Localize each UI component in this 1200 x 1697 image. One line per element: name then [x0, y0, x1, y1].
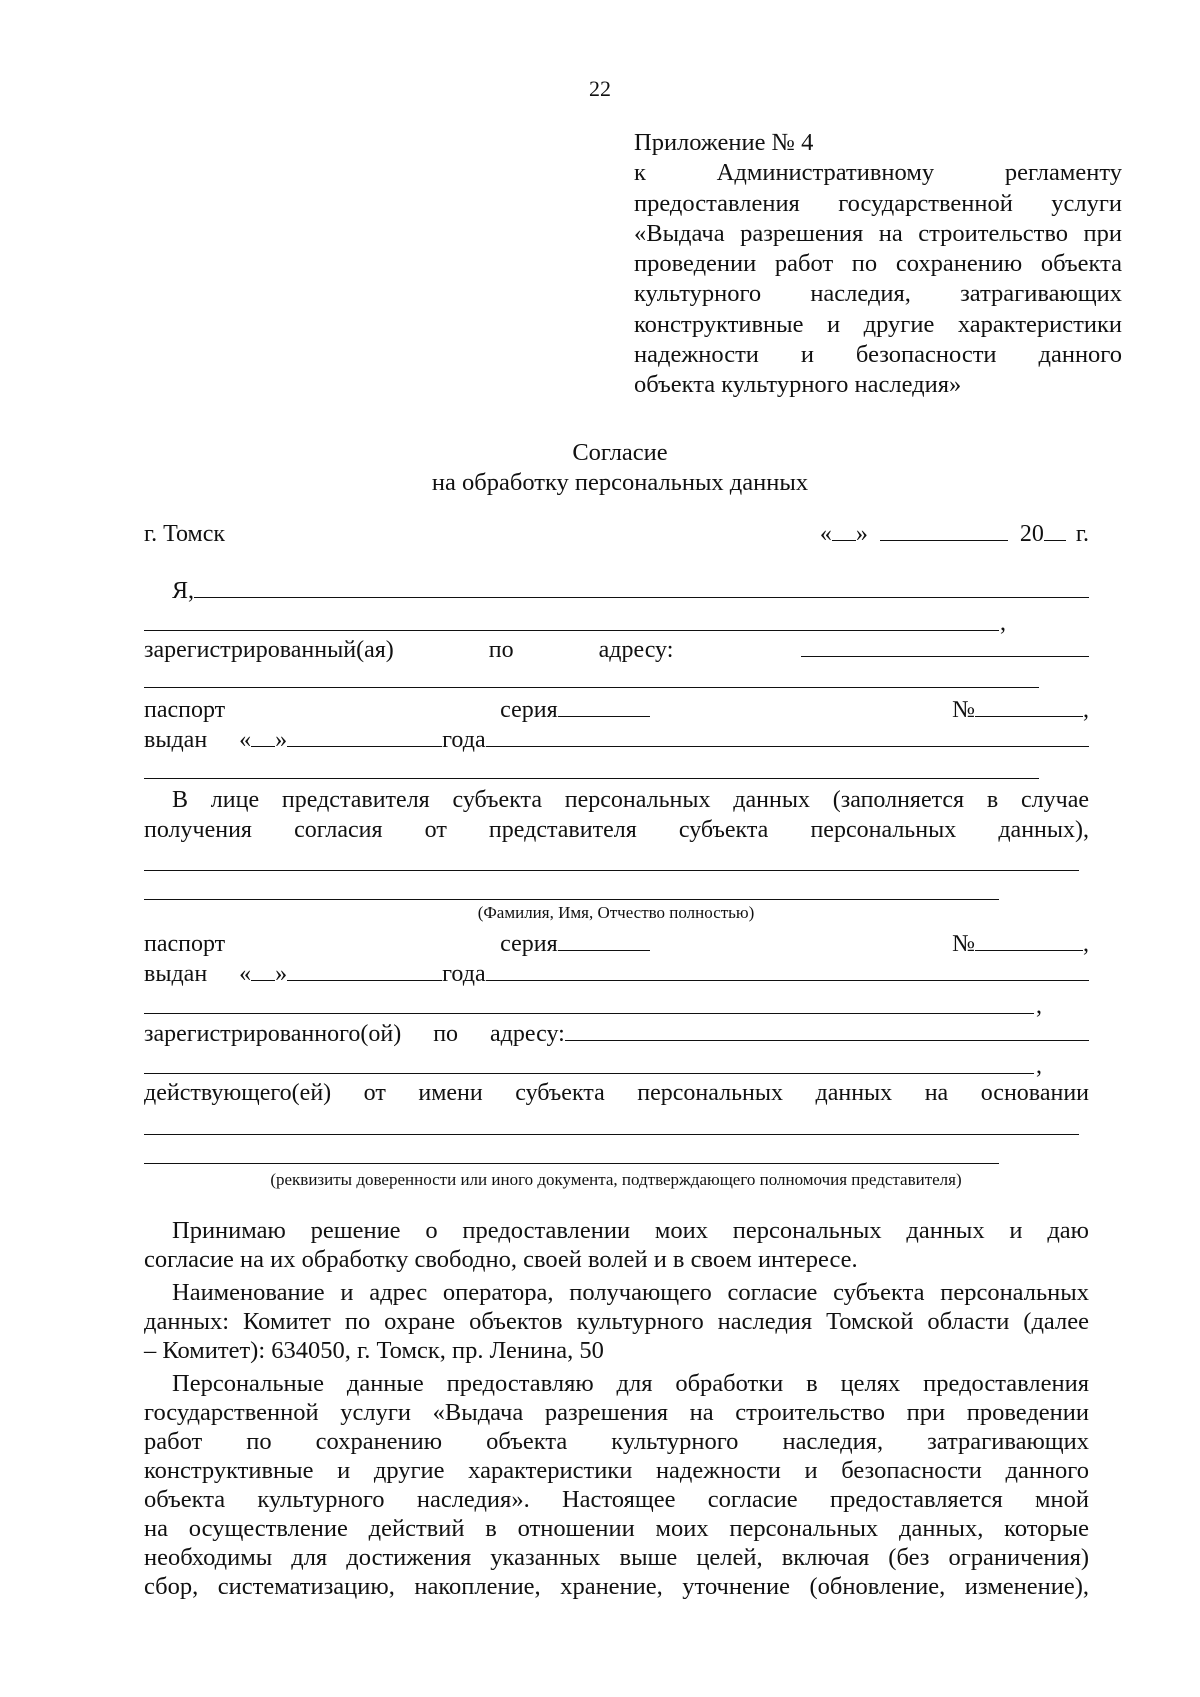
comma: ,	[1083, 931, 1089, 957]
paragraph-line: согласие на их обработку свободно, своей волей и в своем интересе.	[144, 1246, 858, 1273]
comma: ,	[1036, 993, 1042, 1019]
paragraph-line: Принимаю решение о предоставлении моих персональных данных и даю	[172, 1217, 1089, 1244]
address-label: адресу:	[598, 637, 674, 663]
rep-passport-row	[144, 928, 1089, 959]
passport-number-blank[interactable]	[975, 694, 1083, 717]
issued-day-blank[interactable]	[251, 724, 275, 747]
paragraph-line: Персональные данные предоставляю для обработки в целях предоставления	[172, 1370, 1089, 1397]
requisites-caption: (реквизиты доверенности или иного документа, подтверждающего полномочия представителя)	[270, 1170, 962, 1189]
appendix-line: предоставления государственной услуги	[634, 189, 1122, 217]
rep-issued-day-blank[interactable]	[251, 958, 275, 981]
passport-label: паспорт	[144, 697, 226, 723]
operator-paragraph	[144, 1278, 1089, 1365]
address-blank-continued[interactable]	[144, 687, 1039, 688]
registered-label: зарегистрированный(ая)	[144, 637, 394, 663]
comma: ,	[1083, 697, 1089, 723]
month-blank[interactable]	[880, 518, 1008, 541]
issued-close-quote: »	[275, 727, 288, 753]
issued-close-quote: »	[275, 961, 288, 987]
page-number: 22	[589, 76, 611, 101]
requisites-blank[interactable]	[144, 1163, 999, 1164]
appendix-line: проведении работ по сохранению объекта	[634, 250, 1122, 278]
paragraph-line: необходимы для достижения указанных выше целей, включая (без ограничения)	[144, 1544, 1089, 1571]
issued-by-blank[interactable]	[486, 724, 1089, 747]
requisites-blank[interactable]	[144, 1134, 1079, 1135]
registered-label: зарегистрированного(ой)	[144, 1021, 402, 1047]
paragraph-line: конструктивные и другие характеристики надежности и безопасности данного	[144, 1457, 1089, 1484]
fio-caption: (Фамилия, Имя, Отчество полностью)	[477, 903, 755, 922]
name-row	[144, 575, 1089, 606]
paragraph-line: работ по сохранению объекта культурного наследия, затрагивающих	[144, 1428, 1089, 1455]
issued-label: выдан	[144, 727, 208, 753]
paragraph-line: сбор, систематизацию, накопление, хранение, уточнение (обновление, изменение),	[144, 1573, 1089, 1600]
appendix-line: надежности и безопасности данного	[634, 341, 1122, 369]
address-label: адресу:	[490, 1021, 565, 1047]
passport-label: паспорт	[144, 931, 226, 957]
fullname-blank[interactable]	[194, 575, 1089, 598]
registered-row	[144, 634, 1089, 665]
representative-line: получения согласия от представителя субъекта персональных данных),	[144, 817, 1089, 843]
po-label: по	[433, 1021, 459, 1047]
paragraph-line: на осуществление действий в отношении моих персональных данных, которые	[144, 1515, 1089, 1542]
date-open-quote: «	[819, 521, 832, 547]
appendix-line: конструктивные и другие характеристики	[634, 310, 1122, 338]
appendix-line: культурного наследия, затрагивающих	[634, 280, 1122, 308]
representative-line: В лице представителя субъекта персональных данных (заполняется в случае	[172, 787, 1089, 813]
purpose-paragraph	[144, 1369, 1089, 1601]
year-prefix: 20	[1019, 521, 1044, 547]
appendix-line: Приложение № 4	[634, 129, 814, 156]
appendix-line: объекта культурного наследия»	[634, 371, 962, 399]
paragraph-line: государственной услуги «Выдача разрешения на строительство при проведении	[144, 1399, 1089, 1426]
rep-issued-by-blank-continued[interactable]	[144, 1013, 1034, 1014]
representative-name-blank[interactable]	[144, 870, 1079, 871]
year-blank[interactable]	[1044, 518, 1066, 541]
paragraph-line: – Комитет): 634050, г. Томск, пр. Ленина, 50	[144, 1337, 604, 1364]
issued-open-quote: «	[239, 961, 252, 987]
rep-issued-by-blank[interactable]	[486, 958, 1089, 981]
issued-month-blank[interactable]	[287, 724, 442, 747]
issued-label: выдан	[144, 961, 208, 987]
representative-name-blank[interactable]	[144, 899, 999, 900]
passport-row	[144, 694, 1089, 725]
fullname-blank-continued[interactable]	[144, 630, 999, 631]
paragraph-line: данных: Комитет по охране объектов культурного наследия Томской области (далее	[144, 1308, 1089, 1335]
issued-by-blank-continued[interactable]	[144, 778, 1039, 779]
year-suffix: г.	[1075, 521, 1089, 547]
rep-address-blank-continued[interactable]	[144, 1073, 1034, 1074]
rep-registered-row	[144, 1018, 1089, 1049]
date-close-quote: »	[855, 521, 868, 547]
year-word: года	[442, 961, 486, 987]
consent-paragraph	[144, 1216, 1089, 1274]
comma: ,	[1036, 1053, 1042, 1079]
rep-issued-month-blank[interactable]	[287, 958, 442, 981]
day-blank[interactable]	[832, 518, 856, 541]
series-label: серия	[500, 697, 558, 723]
rep-address-blank[interactable]	[565, 1018, 1089, 1041]
document-subtitle: на обработку персональных данных	[431, 469, 809, 496]
po-label: по	[488, 637, 514, 663]
series-label: серия	[500, 931, 558, 957]
rep-series-blank[interactable]	[558, 928, 650, 951]
rep-passport-number-blank[interactable]	[975, 928, 1083, 951]
year-word: года	[442, 727, 486, 753]
issued-open-quote: «	[239, 727, 252, 753]
issued-row	[144, 724, 1089, 755]
appendix-line: «Выдача разрешения на строительство при	[634, 219, 1122, 247]
number-sign: №	[952, 931, 975, 957]
acting-line: действующего(ей) от имени субъекта персональных данных на основании	[144, 1080, 1089, 1106]
city: г. Томск	[144, 521, 226, 547]
appendix-line: к Административному регламенту	[634, 159, 1122, 187]
i-label: Я,	[172, 578, 195, 604]
comma: ,	[1000, 610, 1006, 636]
paragraph-line: объекта культурного наследия». Настоящее согласие предоставляется мной	[144, 1486, 1089, 1513]
number-sign: №	[952, 697, 975, 723]
document-title: Согласие	[572, 439, 668, 466]
appendix-header	[634, 128, 1122, 401]
rep-issued-row	[144, 958, 1089, 989]
series-blank[interactable]	[558, 694, 650, 717]
paragraph-line: Наименование и адрес оператора, получающего согласие субъекта персональных	[172, 1279, 1089, 1306]
city-date-row	[144, 518, 1089, 549]
address-blank[interactable]	[801, 634, 1089, 657]
